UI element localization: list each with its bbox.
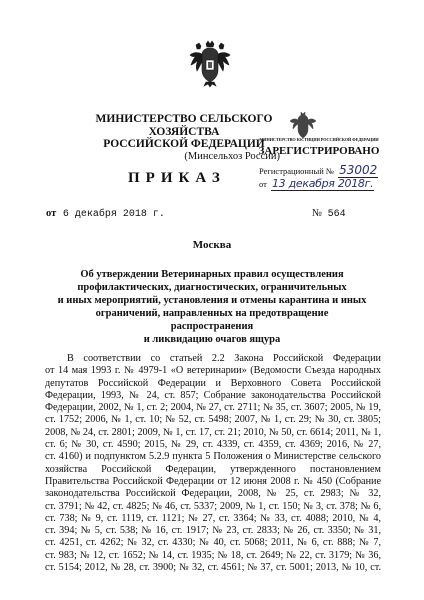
body-line: ст. 4251, ст. 4262; № 32, ст. 4330; № 40, ст. 5068; 2011, № 6, ст. 888; № 7, bbox=[45, 537, 381, 549]
order-subject bbox=[56, 268, 368, 346]
body-line: 2008, № 24, ст. 2801; 2009, № 1, ст. 17, ст. 21; 2010, № 50, ст. 6614; 2011, № 1, bbox=[45, 426, 381, 438]
subject-line: Об утверждении Ветеринарных правил осуществления bbox=[80, 269, 344, 280]
subject-line: профилактических, диагностических, ограничительных bbox=[77, 282, 347, 293]
ministry-name-line1: МИНИСТЕРСТВО СЕЛЬСКОГО ХОЗЯЙСТВА bbox=[95, 113, 273, 138]
stamp-ministry-name: МИНИСТЕРСТВО ЮСТИЦИИ РОССИЙСКОЙ ФЕДЕРАЦИИ bbox=[259, 137, 379, 142]
subject-line: и иных мероприятий, установления и отмены карантина и иных bbox=[57, 295, 367, 306]
body-line: ст. 5154; 2012, № 28, ст. 3900; № 32, ст. 4561; № 37, ст. 5001; 2013, № 10, ст. bbox=[45, 562, 381, 574]
stamp-date-line bbox=[259, 177, 374, 191]
stamp-date-value: 13 декабря 2018г. bbox=[271, 177, 374, 190]
body-line: Правительства Российской Федерации от 12 июня 2008 г. № 450 (Собрание bbox=[45, 475, 381, 487]
body-line: ст. 738; № 9, ст. 1119, ст. 1121; № 27, ст. 3364; № 33, ст. 4088; 2010, № 4, bbox=[45, 512, 381, 524]
body-line: ст. 6; № 30, ст. 4590; 2015, № 29, ст. 4339, ст. 4359, ст. 4369; 2016, № 27, bbox=[45, 439, 381, 451]
stamp-registered-label: ЗАРЕГИСТРИРОВАНО bbox=[258, 145, 380, 157]
body-line: от 14 мая 1993 г. № 4979-1 «О ветеринарии» (Ведомости Съезда народных bbox=[45, 365, 381, 377]
body-line: В соответствии со статьей 2.2 Закона Российской Федерации bbox=[67, 353, 381, 364]
coat-of-arms-icon bbox=[188, 40, 232, 88]
body-line: депутатов Российской Федерации и Верховного Совета Российской bbox=[45, 377, 381, 389]
order-date bbox=[46, 208, 165, 220]
order-number-label: № bbox=[312, 208, 323, 219]
registration-stamp bbox=[257, 111, 381, 193]
order-title: ПРИКАЗ bbox=[128, 170, 226, 186]
order-date-label: от bbox=[46, 208, 57, 219]
stamp-date-label: от bbox=[259, 179, 267, 189]
body-line: ст. 3791; № 42, ст. 4825; № 46, ст. 5337; 2009, № 1, ст. 150; № 3, ст. 378; № 6, bbox=[45, 500, 381, 512]
order-body bbox=[45, 353, 381, 574]
subject-line: ограничений, направленных на предотвращение распространения bbox=[95, 308, 329, 332]
ministry-abbreviation: (Минсельхоз России) bbox=[184, 150, 280, 162]
stamp-registration-line bbox=[259, 163, 378, 178]
body-line: законодательства Российской Федерации, 2008, № 25, ст. 2983; № 32, bbox=[45, 488, 381, 500]
ministry-header bbox=[84, 113, 284, 163]
subject-line: и ликвидацию очагов ящура bbox=[143, 334, 281, 345]
order-date-value: 6 декабря 2018 г. bbox=[62, 209, 165, 220]
body-line: ст. 983; № 12, ст. 1652; № 14, ст. 1935; № 18, ст. 2649; № 22, ст. 3179; № 36, bbox=[45, 549, 381, 561]
order-number bbox=[312, 208, 346, 220]
ministry-name-line2: РОССИЙСКОЙ ФЕДЕРАЦИИ bbox=[103, 138, 265, 150]
stamp-registration-label: Регистрационный № bbox=[259, 166, 334, 176]
body-line: ст. 394; № 5, ст. 538; № 16, ст. 1917; № 23, ст. 2833; № 26, ст. 3350; № 31, bbox=[45, 525, 381, 537]
body-line: хозяйства Российской Федерации, утвержденного постановлением bbox=[45, 463, 381, 475]
city: Москва bbox=[192, 239, 232, 251]
body-line: ст. 1752; 2006, № 1, ст. 10; № 52, ст. 5498; 2007, № 1, ст. 29; № 30, ст. 3805; bbox=[45, 414, 381, 426]
body-line: Федерации, 1993, № 24, ст. 857; Собрание законодательства Российской bbox=[45, 389, 381, 401]
body-line: Федерации, 2002, № 1, ст. 2; 2004, № 27, ст. 2711; № 35, ст. 3607; 2005, № 19, bbox=[45, 402, 381, 414]
stamp-registration-number: 53002 bbox=[339, 163, 378, 177]
order-number-value: 564 bbox=[327, 209, 346, 220]
body-line: ст. 4160) и подпунктом 5.2.9 пункта 5 Положения о Министерстве сельского bbox=[45, 451, 381, 463]
